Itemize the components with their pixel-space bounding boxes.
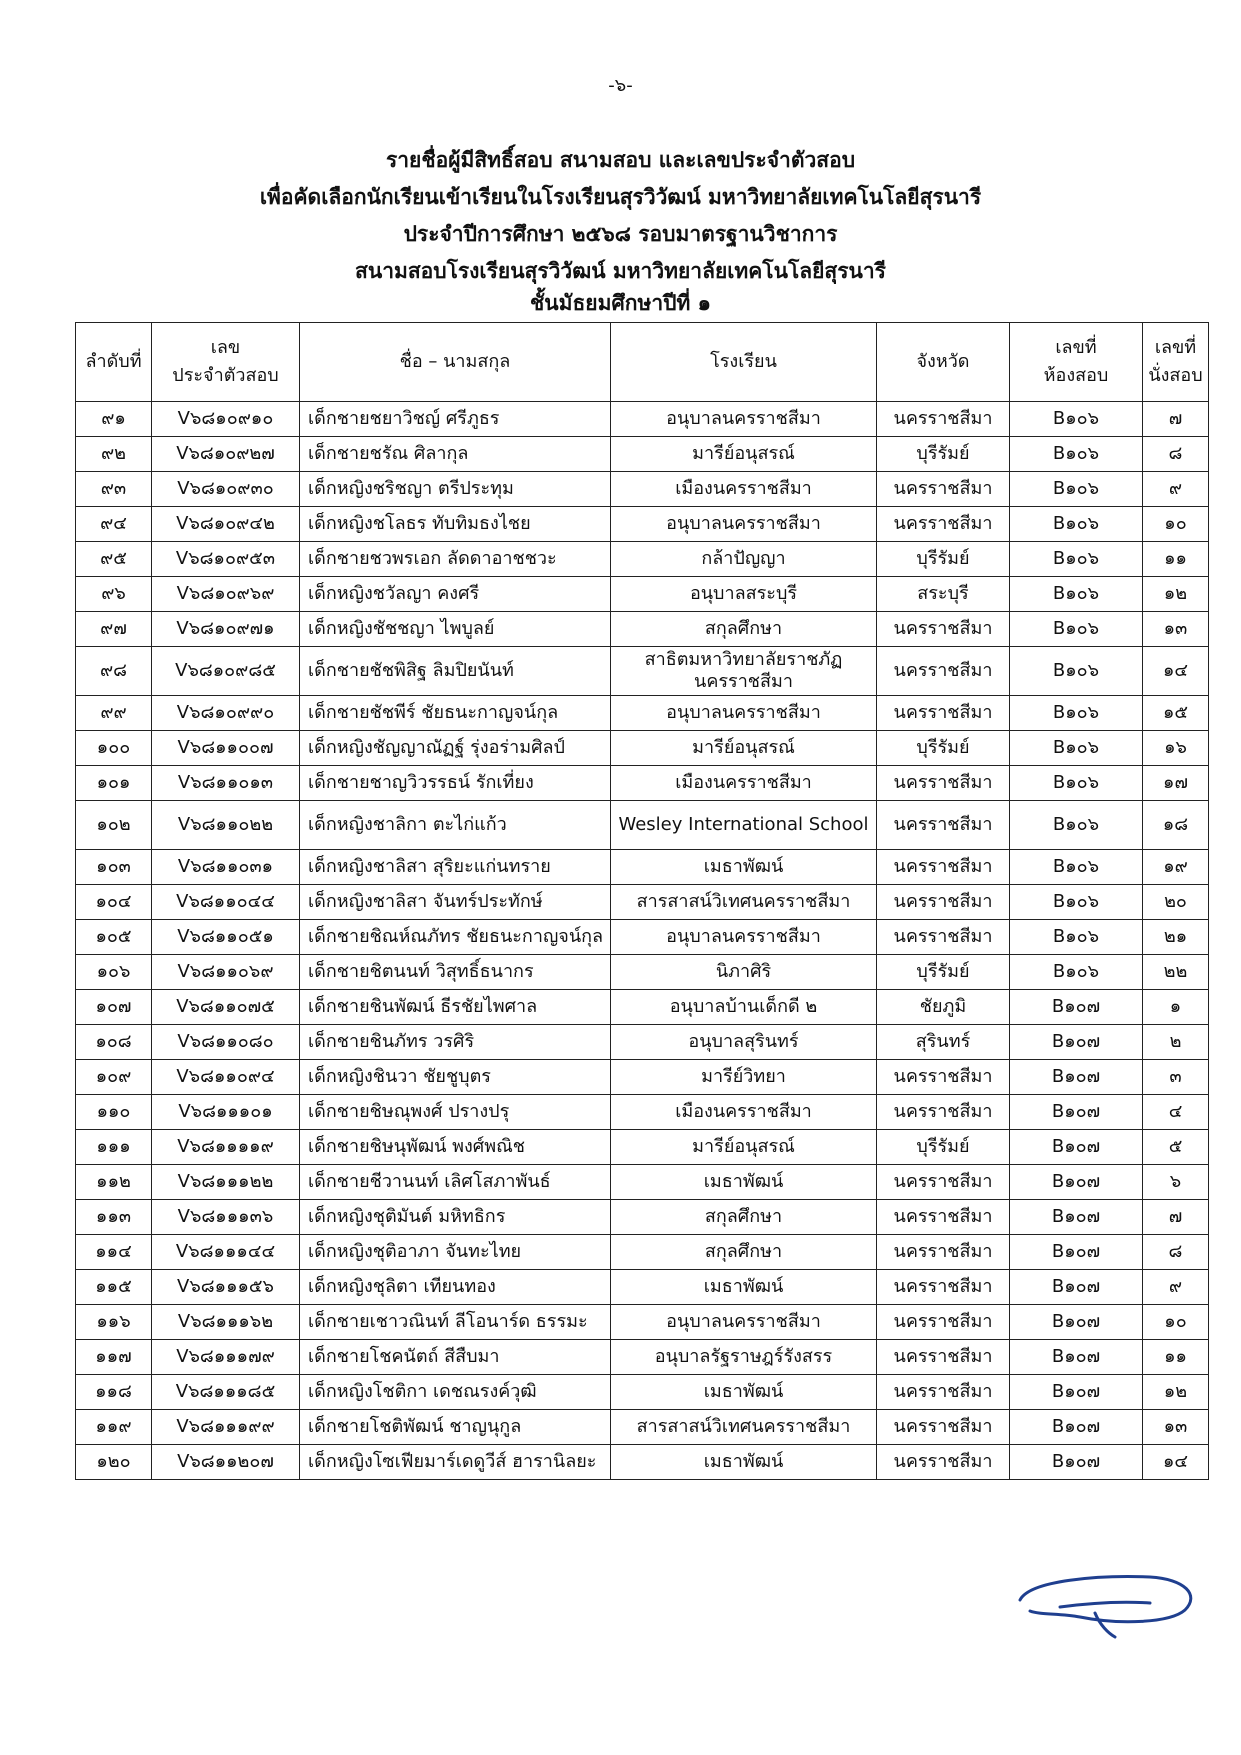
cell-seat: ๔ xyxy=(1143,1095,1209,1130)
cell-exam-id: V๖๘๑๑๐๙๔ xyxy=(152,1060,300,1095)
cell-exam-id: V๖๘๑๐๙๗๑ xyxy=(152,612,300,647)
cell-school: สารสาสน์วิเทศนครราชสีมา xyxy=(611,885,877,920)
cell-province: นครราชสีมา xyxy=(877,1060,1010,1095)
cell-order: ๑๐๓ xyxy=(76,850,152,885)
cell-order: ๑๐๙ xyxy=(76,1060,152,1095)
cell-school: อนุบาลบ้านเด็กดี ๒ xyxy=(611,990,877,1025)
cell-province: นครราชสีมา xyxy=(877,1305,1010,1340)
table-row xyxy=(76,801,1209,850)
cell-seat: ๒๒ xyxy=(1143,955,1209,990)
cell-province: บุรีรัมย์ xyxy=(877,955,1010,990)
cell-seat: ๗ xyxy=(1143,1200,1209,1235)
cell-order: ๙๕ xyxy=(76,542,152,577)
table-row xyxy=(76,507,1209,542)
table-row xyxy=(76,1060,1209,1095)
cell-name: เด็กชายชินภัทร วรศิริ xyxy=(300,1025,611,1060)
cell-room: B๑๐๖ xyxy=(1010,801,1143,850)
header-exam-id: เลข ประจำตัวสอบ xyxy=(152,323,300,402)
table-row xyxy=(76,1270,1209,1305)
cell-room: B๑๐๖ xyxy=(1010,437,1143,472)
cell-seat: ๑๖ xyxy=(1143,731,1209,766)
cell-seat: ๑๗ xyxy=(1143,766,1209,801)
cell-school: เมธาพัฒน์ xyxy=(611,1270,877,1305)
cell-room: B๑๐๗ xyxy=(1010,1200,1143,1235)
table-row xyxy=(76,955,1209,990)
table-row xyxy=(76,1305,1209,1340)
cell-name: เด็กชายชาญวิวรรธน์ รักเที่ยง xyxy=(300,766,611,801)
cell-exam-id: V๖๘๑๑๑๕๖ xyxy=(152,1270,300,1305)
cell-room: B๑๐๖ xyxy=(1010,507,1143,542)
table-row xyxy=(76,1165,1209,1200)
table-row xyxy=(76,885,1209,920)
cell-school: อนุบาลนครราชสีมา xyxy=(611,920,877,955)
cell-school: สาธิตมหาวิทยาลัยราชภัฏนครราชสีมา xyxy=(611,647,877,696)
cell-order: ๑๑๒ xyxy=(76,1165,152,1200)
table-row xyxy=(76,696,1209,731)
cell-order: ๑๑๕ xyxy=(76,1270,152,1305)
cell-seat: ๑๙ xyxy=(1143,850,1209,885)
cell-school: Wesley International School xyxy=(611,801,877,850)
cell-order: ๙๒ xyxy=(76,437,152,472)
cell-seat: ๑๕ xyxy=(1143,696,1209,731)
cell-province: นครราชสีมา xyxy=(877,1095,1010,1130)
cell-exam-id: V๖๘๑๑๐๐๗ xyxy=(152,731,300,766)
cell-room: B๑๐๗ xyxy=(1010,1095,1143,1130)
cell-seat: ๙ xyxy=(1143,1270,1209,1305)
cell-exam-id: V๖๘๑๑๐๖๙ xyxy=(152,955,300,990)
cell-seat: ๑๓ xyxy=(1143,612,1209,647)
cell-school: อนุบาลนครราชสีมา xyxy=(611,1305,877,1340)
cell-order: ๑๒๐ xyxy=(76,1445,152,1480)
cell-school: เมืองนครราชสีมา xyxy=(611,766,877,801)
cell-order: ๙๓ xyxy=(76,472,152,507)
cell-school: อนุบาลสุรินทร์ xyxy=(611,1025,877,1060)
cell-exam-id: V๖๘๑๑๐๓๑ xyxy=(152,850,300,885)
cell-room: B๑๐๖ xyxy=(1010,402,1143,437)
cell-room: B๑๐๖ xyxy=(1010,766,1143,801)
cell-name: เด็กหญิงชัญญาณัฏฐ์ รุ่งอร่ามศิลป์ xyxy=(300,731,611,766)
cell-room: B๑๐๗ xyxy=(1010,1410,1143,1445)
signature xyxy=(1000,1555,1200,1645)
cell-province: นครราชสีมา xyxy=(877,1340,1010,1375)
cell-order: ๙๘ xyxy=(76,647,152,696)
cell-room: B๑๐๖ xyxy=(1010,696,1143,731)
table-row xyxy=(76,612,1209,647)
table-row xyxy=(76,437,1209,472)
cell-exam-id: V๖๘๑๑๑๑๙ xyxy=(152,1130,300,1165)
cell-room: B๑๐๗ xyxy=(1010,1060,1143,1095)
cell-seat: ๑๐ xyxy=(1143,1305,1209,1340)
cell-seat: ๘ xyxy=(1143,437,1209,472)
table-row xyxy=(76,850,1209,885)
cell-school: สกุลศึกษา xyxy=(611,1235,877,1270)
cell-name: เด็กหญิงชาลิสา สุริยะแก่นทราย xyxy=(300,850,611,885)
cell-room: B๑๐๖ xyxy=(1010,955,1143,990)
cell-exam-id: V๖๘๑๑๑๖๒ xyxy=(152,1305,300,1340)
cell-exam-id: V๖๘๑๑๐๕๑ xyxy=(152,920,300,955)
cell-exam-id: V๖๘๑๑๐๑๓ xyxy=(152,766,300,801)
cell-order: ๑๑๙ xyxy=(76,1410,152,1445)
table-row xyxy=(76,1200,1209,1235)
table-row xyxy=(76,1410,1209,1445)
cell-school: กล้าปัญญา xyxy=(611,542,877,577)
cell-seat: ๑๒ xyxy=(1143,1375,1209,1410)
cell-room: B๑๐๖ xyxy=(1010,850,1143,885)
cell-seat: ๑๑ xyxy=(1143,542,1209,577)
table-body xyxy=(76,402,1209,1480)
cell-school: มารีย์อนุสรณ์ xyxy=(611,731,877,766)
cell-name: เด็กชายชัชพิสิฐ ลิมปิยนันท์ xyxy=(300,647,611,696)
cell-room: B๑๐๖ xyxy=(1010,647,1143,696)
cell-order: ๑๑๓ xyxy=(76,1200,152,1235)
title-line-3: ประจำปีการศึกษา ๒๕๖๘ รอบมาตรฐานวิชาการ xyxy=(403,222,838,246)
title-line-5: ชั้นมัธยมศึกษาปีที่ ๑ xyxy=(530,291,711,315)
table-row xyxy=(76,1130,1209,1165)
cell-province: บุรีรัมย์ xyxy=(877,437,1010,472)
cell-province: นครราชสีมา xyxy=(877,402,1010,437)
cell-room: B๑๐๖ xyxy=(1010,731,1143,766)
cell-school: เมืองนครราชสีมา xyxy=(611,472,877,507)
cell-province: นครราชสีมา xyxy=(877,1200,1010,1235)
cell-province: บุรีรัมย์ xyxy=(877,1130,1010,1165)
document-title xyxy=(0,142,1241,316)
cell-school: เมธาพัฒน์ xyxy=(611,850,877,885)
cell-name: เด็กหญิงชริชญา ตรีประทุม xyxy=(300,472,611,507)
cell-order: ๑๑๗ xyxy=(76,1340,152,1375)
cell-room: B๑๐๖ xyxy=(1010,920,1143,955)
cell-order: ๑๐๑ xyxy=(76,766,152,801)
cell-school: อนุบาลนครราชสีมา xyxy=(611,696,877,731)
cell-school: สกุลศึกษา xyxy=(611,612,877,647)
cell-name: เด็กหญิงชินวา ชัยชูบุตร xyxy=(300,1060,611,1095)
cell-school: นิภาศิริ xyxy=(611,955,877,990)
cell-school: มารีย์อนุสรณ์ xyxy=(611,1130,877,1165)
cell-province: นครราชสีมา xyxy=(877,1235,1010,1270)
cell-order: ๑๐๐ xyxy=(76,731,152,766)
table-header-row xyxy=(76,323,1209,402)
cell-seat: ๑๓ xyxy=(1143,1410,1209,1445)
cell-name: เด็กหญิงชุติมันต์ มหิทธิกร xyxy=(300,1200,611,1235)
cell-name: เด็กชายชีวานนท์ เลิศโสภาพันธ์ xyxy=(300,1165,611,1200)
table-row xyxy=(76,1445,1209,1480)
cell-province: ชัยภูมิ xyxy=(877,990,1010,1025)
cell-school: เมืองนครราชสีมา xyxy=(611,1095,877,1130)
page-number: -๖- xyxy=(608,75,633,96)
candidate-table xyxy=(75,322,1209,1480)
cell-school: อนุบาลนครราชสีมา xyxy=(611,507,877,542)
cell-name: เด็กหญิงชโลธร ทับทิมธงไชย xyxy=(300,507,611,542)
cell-province: นครราชสีมา xyxy=(877,472,1010,507)
cell-exam-id: V๖๘๑๑๐๒๒ xyxy=(152,801,300,850)
table-row xyxy=(76,1375,1209,1410)
cell-seat: ๑๒ xyxy=(1143,577,1209,612)
cell-school: สารสาสน์วิเทศนครราชสีมา xyxy=(611,1410,877,1445)
cell-province: นครราชสีมา xyxy=(877,885,1010,920)
cell-seat: ๑๘ xyxy=(1143,801,1209,850)
cell-order: ๑๐๖ xyxy=(76,955,152,990)
cell-room: B๑๐๖ xyxy=(1010,612,1143,647)
cell-room: B๑๐๖ xyxy=(1010,472,1143,507)
cell-school: เมธาพัฒน์ xyxy=(611,1375,877,1410)
table-row xyxy=(76,990,1209,1025)
cell-school: อนุบาลสระบุรี xyxy=(611,577,877,612)
cell-seat: ๑๔ xyxy=(1143,1445,1209,1480)
cell-school: อนุบาลรัฐราษฎร์รังสรร xyxy=(611,1340,877,1375)
table-row xyxy=(76,920,1209,955)
table-row xyxy=(76,647,1209,696)
cell-name: เด็กชายเชาวณินท์ ลีโอนาร์ด ธรรมะ xyxy=(300,1305,611,1340)
cell-name: เด็กชายชิษนุพัฒน์ พงศ์พณิช xyxy=(300,1130,611,1165)
cell-name: เด็กหญิงโซเฟียมาร์เดดูวีส์ ฮารานิลยะ xyxy=(300,1445,611,1480)
table-row xyxy=(76,731,1209,766)
cell-exam-id: V๖๘๑๐๙๘๕ xyxy=(152,647,300,696)
cell-province: สุรินทร์ xyxy=(877,1025,1010,1060)
cell-exam-id: V๖๘๑๑๒๐๗ xyxy=(152,1445,300,1480)
cell-name: เด็กหญิงชวัลญา คงศรี xyxy=(300,577,611,612)
cell-name: เด็กชายชัชพีร์ ชัยธนะกาญจน์กุล xyxy=(300,696,611,731)
cell-exam-id: V๖๘๑๐๙๖๙ xyxy=(152,577,300,612)
cell-school: เมธาพัฒน์ xyxy=(611,1165,877,1200)
cell-seat: ๑๑ xyxy=(1143,1340,1209,1375)
cell-seat: ๑ xyxy=(1143,990,1209,1025)
table-row xyxy=(76,1025,1209,1060)
cell-name: เด็กหญิงโชติกา เดชณรงค์วุฒิ xyxy=(300,1375,611,1410)
cell-room: B๑๐๗ xyxy=(1010,1445,1143,1480)
cell-room: B๑๐๗ xyxy=(1010,1130,1143,1165)
cell-exam-id: V๖๘๑๑๐๗๕ xyxy=(152,990,300,1025)
cell-exam-id: V๖๘๑๑๑๙๙ xyxy=(152,1410,300,1445)
cell-order: ๙๗ xyxy=(76,612,152,647)
cell-province: นครราชสีมา xyxy=(877,1270,1010,1305)
cell-exam-id: V๖๘๑๑๑๐๑ xyxy=(152,1095,300,1130)
cell-name: เด็กหญิงชาลิกา ตะไก่แก้ว xyxy=(300,801,611,850)
cell-province: นครราชสีมา xyxy=(877,766,1010,801)
cell-province: นครราชสีมา xyxy=(877,1165,1010,1200)
table-row xyxy=(76,1235,1209,1270)
cell-name: เด็กชายชินพัฒน์ ธีรชัยไพศาล xyxy=(300,990,611,1025)
cell-seat: ๒๑ xyxy=(1143,920,1209,955)
cell-room: B๑๐๗ xyxy=(1010,1165,1143,1200)
cell-seat: ๒๐ xyxy=(1143,885,1209,920)
cell-order: ๑๑๖ xyxy=(76,1305,152,1340)
cell-school: อนุบาลนครราชสีมา xyxy=(611,402,877,437)
cell-name: เด็กชายชิตนนท์ วิสุทธิ์ธนากร xyxy=(300,955,611,990)
cell-exam-id: V๖๘๑๐๙๒๗ xyxy=(152,437,300,472)
cell-province: นครราชสีมา xyxy=(877,801,1010,850)
cell-province: บุรีรัมย์ xyxy=(877,731,1010,766)
cell-exam-id: V๖๘๑๐๙๓๐ xyxy=(152,472,300,507)
table-row xyxy=(76,402,1209,437)
cell-room: B๑๐๗ xyxy=(1010,1305,1143,1340)
cell-province: บุรีรัมย์ xyxy=(877,542,1010,577)
table-row xyxy=(76,542,1209,577)
cell-seat: ๕ xyxy=(1143,1130,1209,1165)
cell-room: B๑๐๗ xyxy=(1010,990,1143,1025)
cell-seat: ๓ xyxy=(1143,1060,1209,1095)
cell-province: นครราชสีมา xyxy=(877,507,1010,542)
cell-order: ๑๐๘ xyxy=(76,1025,152,1060)
cell-exam-id: V๖๘๑๑๐๔๔ xyxy=(152,885,300,920)
cell-exam-id: V๖๘๑๐๙๙๐ xyxy=(152,696,300,731)
cell-name: เด็กชายชวพรเอก ลัดดาอาชชวะ xyxy=(300,542,611,577)
cell-exam-id: V๖๘๑๑๑๘๕ xyxy=(152,1375,300,1410)
cell-room: B๑๐๗ xyxy=(1010,1340,1143,1375)
cell-seat: ๗ xyxy=(1143,402,1209,437)
title-line-2: เพื่อคัดเลือกนักเรียนเข้าเรียนในโรงเรียนสุรวิวัฒน์ มหาวิทยาลัยเทคโนโลยีสุรนารี xyxy=(259,185,982,209)
cell-province: นครราชสีมา xyxy=(877,1410,1010,1445)
cell-name: เด็กชายชรัณ ศิลากุล xyxy=(300,437,611,472)
cell-name: เด็กหญิงชาลิสา จันทร์ประทักษ์ xyxy=(300,885,611,920)
cell-name: เด็กชายชิษณุพงศ์ ปรางปรุ xyxy=(300,1095,611,1130)
cell-order: ๙๙ xyxy=(76,696,152,731)
cell-name: เด็กชายโชคนัตถ์ สีสืบมา xyxy=(300,1340,611,1375)
cell-order: ๑๐๔ xyxy=(76,885,152,920)
cell-order: ๑๐๒ xyxy=(76,801,152,850)
cell-order: ๑๑๐ xyxy=(76,1095,152,1130)
cell-room: B๑๐๗ xyxy=(1010,1235,1143,1270)
cell-province: นครราชสีมา xyxy=(877,1375,1010,1410)
cell-province: นครราชสีมา xyxy=(877,850,1010,885)
cell-name: เด็กหญิงชุติอาภา จันทะไทย xyxy=(300,1235,611,1270)
cell-province: นครราชสีมา xyxy=(877,920,1010,955)
table-row xyxy=(76,1340,1209,1375)
cell-school: มารีย์อนุสรณ์ xyxy=(611,437,877,472)
cell-school: มารีย์วิทยา xyxy=(611,1060,877,1095)
cell-room: B๑๐๖ xyxy=(1010,577,1143,612)
header-seat: เลขที่ นั่งสอบ xyxy=(1143,323,1209,402)
cell-exam-id: V๖๘๑๑๑๓๖ xyxy=(152,1200,300,1235)
cell-exam-id: V๖๘๑๐๙๔๒ xyxy=(152,507,300,542)
cell-province: สระบุรี xyxy=(877,577,1010,612)
cell-exam-id: V๖๘๑๑๑๒๒ xyxy=(152,1165,300,1200)
cell-order: ๑๐๕ xyxy=(76,920,152,955)
header-school: โรงเรียน xyxy=(611,323,877,402)
cell-exam-id: V๖๘๑๑๐๘๐ xyxy=(152,1025,300,1060)
cell-name: เด็กชายชยาวิชญ์ ศรีภูธร xyxy=(300,402,611,437)
cell-exam-id: V๖๘๑๑๑๗๙ xyxy=(152,1340,300,1375)
cell-seat: ๒ xyxy=(1143,1025,1209,1060)
cell-order: ๙๔ xyxy=(76,507,152,542)
cell-exam-id: V๖๘๑๐๙๕๓ xyxy=(152,542,300,577)
cell-name: เด็กชายชิณห์ณภัทร ชัยธนะกาญจน์กุล xyxy=(300,920,611,955)
cell-exam-id: V๖๘๑๑๑๔๔ xyxy=(152,1235,300,1270)
cell-order: ๙๖ xyxy=(76,577,152,612)
cell-room: B๑๐๖ xyxy=(1010,885,1143,920)
header-room: เลขที่ ห้องสอบ xyxy=(1010,323,1143,402)
cell-province: นครราชสีมา xyxy=(877,647,1010,696)
cell-order: ๑๐๗ xyxy=(76,990,152,1025)
cell-order: ๑๑๘ xyxy=(76,1375,152,1410)
cell-seat: ๙ xyxy=(1143,472,1209,507)
cell-room: B๑๐๗ xyxy=(1010,1025,1143,1060)
cell-name: เด็กหญิงชุลิตา เทียนทอง xyxy=(300,1270,611,1305)
cell-name: เด็กชายโชติพัฒน์ ชาญนุกูล xyxy=(300,1410,611,1445)
cell-seat: ๑๔ xyxy=(1143,647,1209,696)
cell-school: เมธาพัฒน์ xyxy=(611,1445,877,1480)
cell-name: เด็กหญิงชัชชญา ไพบูลย์ xyxy=(300,612,611,647)
title-line-1: รายชื่อผู้มีสิทธิ์สอบ สนามสอบ และเลขประจำตัวสอบ xyxy=(385,148,856,172)
table-row xyxy=(76,577,1209,612)
cell-room: B๑๐๖ xyxy=(1010,542,1143,577)
cell-province: นครราชสีมา xyxy=(877,1445,1010,1480)
cell-room: B๑๐๗ xyxy=(1010,1270,1143,1305)
table-row xyxy=(76,472,1209,507)
header-order: ลำดับที่ xyxy=(76,323,152,402)
cell-school: สกุลศึกษา xyxy=(611,1200,877,1235)
header-province: จังหวัด xyxy=(877,323,1010,402)
cell-seat: ๘ xyxy=(1143,1235,1209,1270)
cell-order: ๑๑๑ xyxy=(76,1130,152,1165)
header-name: ชื่อ – นามสกุล xyxy=(300,323,611,402)
table-row xyxy=(76,1095,1209,1130)
cell-order: ๙๑ xyxy=(76,402,152,437)
cell-seat: ๖ xyxy=(1143,1165,1209,1200)
cell-exam-id: V๖๘๑๐๙๑๐ xyxy=(152,402,300,437)
cell-province: นครราชสีมา xyxy=(877,696,1010,731)
cell-seat: ๑๐ xyxy=(1143,507,1209,542)
table-row xyxy=(76,766,1209,801)
cell-order: ๑๑๔ xyxy=(76,1235,152,1270)
title-line-4: สนามสอบโรงเรียนสุรวิวัฒน์ มหาวิทยาลัยเทคโนโลยีสุรนารี xyxy=(355,259,886,283)
cell-room: B๑๐๗ xyxy=(1010,1375,1143,1410)
cell-province: นครราชสีมา xyxy=(877,612,1010,647)
